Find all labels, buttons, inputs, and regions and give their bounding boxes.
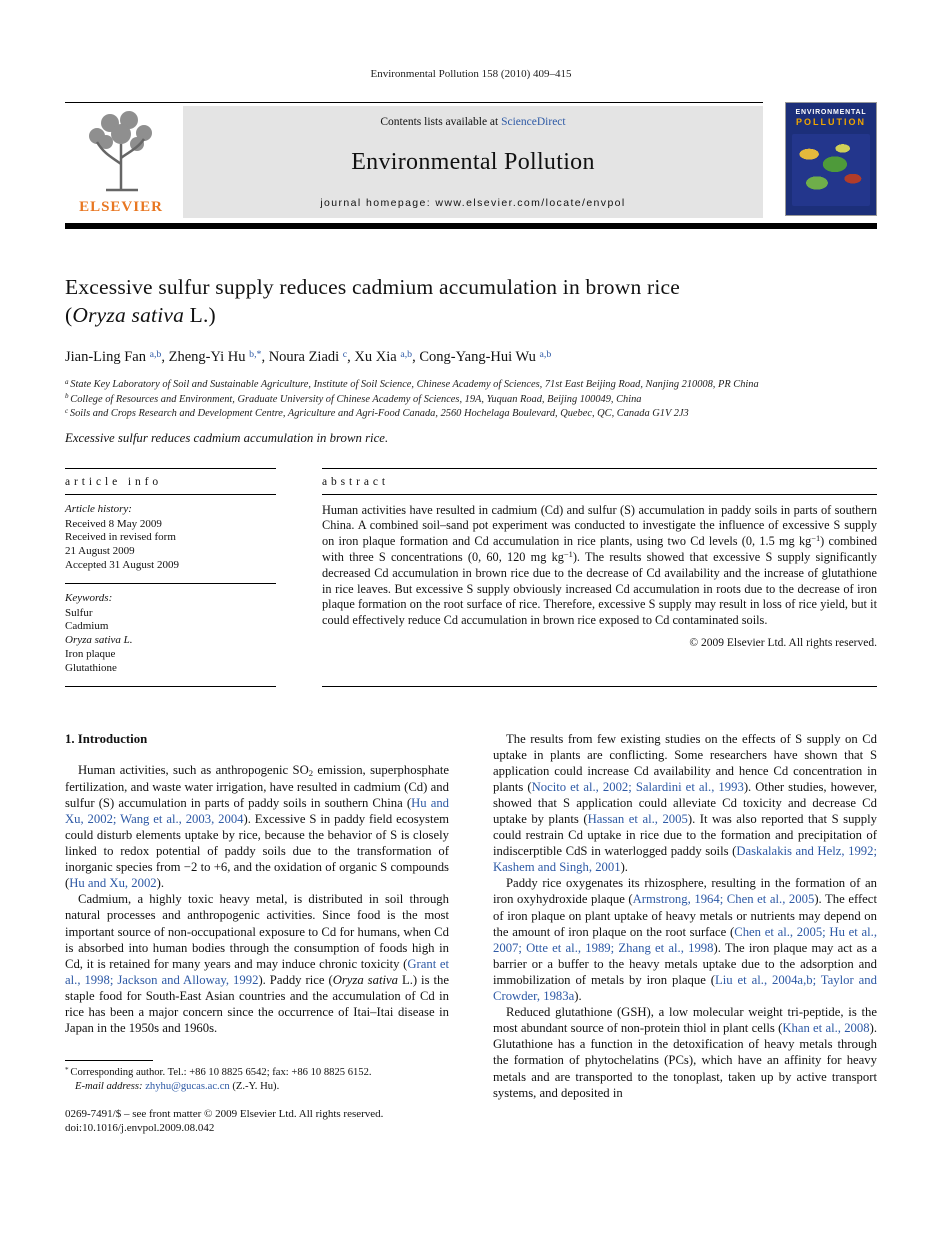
author-affiliation-ref[interactable]: b,* [249, 348, 262, 360]
contents-line-text: Contents lists available at [380, 116, 502, 128]
paragraph [65, 762, 449, 892]
affiliation-c [65, 407, 877, 422]
citation-link[interactable]: Khan et al., 2008 [782, 1021, 870, 1036]
text-segment: Iron plaque [65, 647, 116, 660]
text-segment: ). The effect of iron plaque on plant uptake of heavy metals or nutrients may depend on the amount of iron plaque on the root surface ( [493, 892, 877, 939]
footnote-email-line [65, 1080, 449, 1093]
elsevier-wordmark: ELSEVIER [79, 199, 163, 215]
author-affiliation-ref[interactable]: a,b [539, 348, 552, 360]
author-affiliation-ref[interactable]: a,b [149, 348, 162, 360]
journal-title: Environmental Pollution [351, 149, 595, 175]
article-info-panel [65, 468, 276, 687]
text-segment: ). The iron plaque may act as a barrier or a buffer to the heavy metals uptake due to the adsorption and immobilization of metals by iron plaque ( [493, 940, 878, 987]
citation-link[interactable]: Armstrong, 1964; Chen et al., 2005 [632, 892, 815, 907]
issn-copyright-line: 0269-7491/$ – see front matter © 2009 Elsevier Ltd. All rights reserved. [65, 1107, 384, 1120]
corresponding-author-footnote [65, 1060, 449, 1093]
text-segment: Human activities, such as anthropogenic SO [78, 762, 309, 777]
highlight-statement: Excessive sulfur reduces cadmium accumulation in brown rice. [65, 430, 389, 445]
text-segment: E-mail address: [75, 1081, 146, 1093]
paragraph [65, 891, 449, 1036]
footnote-line [65, 1066, 449, 1080]
affiliations [65, 378, 877, 422]
text-segment: * [65, 1066, 71, 1074]
text-segment: a [65, 377, 71, 386]
author-affiliation-ref[interactable]: a,b [400, 348, 413, 360]
text-segment: (Z.-Y. Hu). [229, 1081, 280, 1093]
abstract-text [322, 503, 877, 628]
keyword [65, 648, 276, 662]
text-segment: Reduced glutathione (GSH), a low molecular weight tri-peptide, is the most abundant source of non-protein thiol in plant cells ( [493, 1005, 877, 1036]
article-history-label: Article history: [65, 502, 132, 515]
text-segment: ( [65, 303, 73, 327]
text-segment: Oryza sativa [72, 303, 185, 327]
text-segment: ). It was also reported that S supply could restrain Cd uptake in rice due to the formation and precipitation of indiscerptible CdS in waterlogged paddy soils ( [493, 812, 877, 859]
elsevier-tree-icon [82, 108, 160, 192]
citation-link[interactable]: Nocito et al., 2002; Salardini et al., 1993 [531, 779, 744, 794]
text-segment: Corresponding author. Tel.: +86 10 8825 6542; fax: +86 10 8825 6152. [70, 1067, 372, 1079]
text-segment: Soils and Crops Research and Development Centre, Agriculture and Agri-Food Canada, 2560 Hochelaga Boulevard, Quebec, QC, Canada G1V 2J3 [69, 408, 689, 420]
text-segment: Jian-Ling Fan [65, 349, 150, 365]
text-segment: Paddy rice oxygenates its rhizosphere, resulting in the formation of an iron oxyhydroxide plaque ( [493, 876, 877, 907]
authors-line [65, 349, 877, 366]
text-segment: Glutathione [65, 661, 117, 674]
history-line: Received 8 May 2009 [65, 517, 162, 530]
journal-banner [183, 106, 763, 218]
text-segment: , Noura Ziadi [261, 349, 343, 365]
keywords-block [65, 584, 276, 686]
history-line: 21 August 2009 [65, 545, 135, 558]
text-segment: L.) is the staple food for South-East Asian countries and the accumulation of Cd in rice has been a major concern since the occurrence of Itai–Itai disease in Japan in the 1950s and 1960s. [65, 972, 449, 1036]
article-title [65, 273, 877, 329]
text-segment: ). Glutathione has a function in the detoxification of heavy metals through the formation of phytochelatins (PCs), which have an affinity for heavy metals and are transported to the tonoplast, taken up by active transport systems, and deposited in [493, 1021, 877, 1100]
footnote-rule [65, 1060, 153, 1061]
text-segment: ). [620, 860, 628, 875]
article-body [65, 731, 877, 1136]
text-segment: , Cong-Yang-Hui Wu [412, 349, 540, 365]
text-segment: The results from few existing studies on the effects of S supply on Cd uptake in plants are conflicting. Some researchers have shown that S application could increase Cd availability and hence Cd concentration in plants ( [493, 731, 877, 794]
article-history [65, 495, 276, 584]
article-title-line1: Excessive sulfur supply reduces cadmium accumulation in brown rice [65, 275, 681, 299]
journal-reference: Environmental Pollution 158 (2010) 409–415 [370, 68, 572, 80]
text-segment: Cadmium, a highly toxic heavy metal, is distributed in soil through natural processes and anthropogenic activities. Since food is the most important source of non-occupational exposure to Cd for humans, when Cd is absorbed into human bodies through the consumption of foods high in Cd, it is retained for many years and may induce chronic toxicity ( [65, 892, 449, 971]
text-segment: ). The results showed that excessive S supply significantly decreased Cd accumulation in brown rice due to the decrease of Cd availability and the increase of glutathione in rice leaves. But excessive S supply obviously increased Cd accumulation in roots due to the decrease of iron plaque formation on the root surface of rice. Therefore, excessive S supply may result in loss of rice yield, but it could effectively reduce Cd accumulation in brown rice exposed to Cd contaminated soils. [322, 550, 877, 627]
history-line: Accepted 31 August 2009 [65, 558, 179, 571]
keywords-label: Keywords: [65, 591, 113, 604]
elsevier-logo [65, 106, 177, 218]
body-column-left [65, 731, 449, 1136]
header-rule [65, 223, 877, 229]
cover-title-line1: ENVIRONMENTAL [795, 109, 867, 116]
abstract-copyright: © 2009 Elsevier Ltd. All rights reserved. [689, 637, 877, 650]
text-segment: State Key Laboratory of Soil and Sustainable Agriculture, Institute of Soil Science, Chinese Academy of Sciences, 71st East Beijing Road, Nanjing 210008, PR China [70, 379, 759, 390]
contents-line [191, 116, 755, 128]
text-segment: ). Paddy rice ( [258, 972, 333, 987]
text-segment: College of Resources and Environment, Graduate University of Chinese Academy of Sciences, 19A, Yuquan Road, Beijing 100049, China [70, 393, 642, 405]
text-segment: Cadmium [65, 620, 109, 633]
citation-link[interactable]: Hu and Xu, 2002; Wang et al., 2003, 2004 [65, 795, 450, 826]
author-affiliation-ref[interactable]: c [342, 348, 348, 360]
citation-link[interactable]: Chen et al., 2005; Hu et al., 2007; Otte et al., 1989; Zhang et al., 1998 [493, 924, 877, 955]
email-link[interactable]: zhyhu@gucas.ac.cn [145, 1081, 230, 1093]
text-segment: ). Excessive S in paddy field ecosystem could disturb elements uptake by rice, because the behavior of S is closely linked to redox potential of paddy soils due to the transformation of inorganic species from −2 to +6, and the oxidation of organic S compounds ( [65, 811, 449, 891]
text-segment: emission, superphosphate fertilization, and waste water irrigation, have resulted in cadmium (Cd) and sulfur (S) accumulation in parts of paddy soils in southern China ( [65, 762, 449, 810]
text-segment: Oryza sativa [332, 972, 398, 987]
text-segment: L.) [184, 303, 216, 327]
text-segment: b [65, 392, 71, 401]
keyword [65, 620, 276, 634]
text-segment: , Xu Xia [347, 349, 401, 365]
text-segment: ). [156, 876, 165, 891]
text-segment: ) combined with three S concentrations (0, 60, 120 mg kg [322, 533, 877, 564]
doi-line: doi:10.1016/j.envpol.2009.08.042 [65, 1122, 215, 1135]
paragraph [493, 731, 877, 876]
text-segment: 2 [308, 767, 314, 778]
journal-header [65, 102, 877, 218]
abstract-panel [322, 468, 877, 687]
citation-link[interactable]: Daskalakis and Helz, 1992; Kashem and Singh, 2001 [493, 844, 877, 875]
text-segment: −1 [811, 533, 821, 543]
keyword [65, 634, 276, 648]
text-segment: c [65, 407, 70, 416]
article-title-line2 [65, 303, 216, 327]
text-segment: , Zheng-Yi Hu [161, 349, 250, 365]
sciencedirect-link[interactable]: ScienceDirect [501, 116, 566, 128]
section-heading-introduction: 1. Introduction [65, 731, 148, 746]
paragraph [493, 875, 877, 1004]
text-segment: Oryza sativa L. [65, 634, 133, 647]
journal-homepage-link[interactable]: journal homepage: www.elsevier.com/locate/envpol [320, 197, 626, 209]
affiliation-b [65, 393, 877, 408]
paragraph [493, 1004, 877, 1101]
text-segment: ). [574, 989, 582, 1004]
citation-link[interactable]: Liu et al., 2004a,b; Taylor and Crowder, 1983a [493, 972, 877, 1004]
history-line: Received in revised form [65, 531, 176, 544]
text-segment: −1 [563, 550, 573, 560]
cover-map-art [792, 134, 870, 206]
article-info-heading: article info [65, 469, 276, 495]
journal-cover-thumbnail [785, 102, 877, 216]
body-column-right [493, 731, 877, 1136]
keyword [65, 662, 276, 676]
citation-link[interactable]: Grant et al., 1998; Jackson and Alloway, 1992 [65, 956, 449, 987]
meta-section [65, 468, 877, 687]
citation-link[interactable]: Hassan et al., 2005 [587, 812, 688, 827]
header-left [65, 102, 763, 218]
affiliation-a [65, 378, 877, 393]
citation-link[interactable]: Hu and Xu, 2002 [69, 876, 157, 891]
keyword [65, 607, 276, 621]
imprint-footer [65, 1107, 449, 1136]
abstract-heading: abstract [322, 469, 877, 495]
cover-title-line2: POLLUTION [796, 117, 866, 127]
text-segment: ). Other studies, however, showed that S application could alleviate Cd toxicity and decrease Cd uptake by plants ( [493, 779, 877, 827]
text-segment: Sulfur [65, 606, 93, 619]
text-segment: Human activities have resulted in cadmium (Cd) and sulfur (S) accumulation in paddy soils in parts of southern China. A combined soil–sand pot experiment was conducted to investigate the influence of excessive S supply on iron plaque formation and Cd accumulation in rice plants, using two Cd levels (0, 1.5 mg kg [322, 502, 877, 548]
